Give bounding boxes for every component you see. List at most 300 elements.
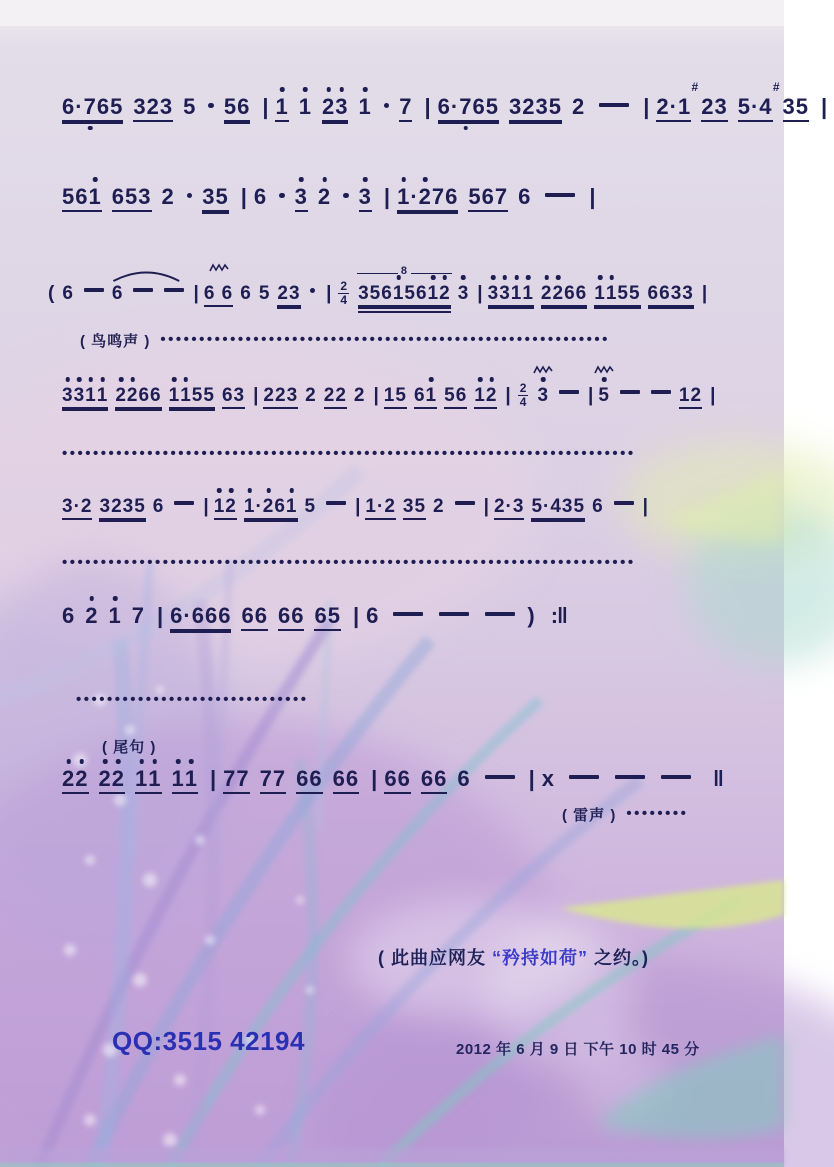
music-line — [62, 554, 636, 572]
octave-dot-above-icon — [598, 275, 603, 280]
octave-dot-above-icon — [363, 87, 368, 92]
jianpu-note-group — [537, 386, 549, 405]
section-label: ( 尾句 ) — [102, 739, 157, 756]
note-char: 5 — [258, 283, 271, 304]
octave-dot-above-icon — [526, 275, 531, 280]
note-char: 2 — [225, 497, 237, 516]
jianpu-note-group — [112, 284, 124, 303]
note-char: 2 — [353, 385, 366, 406]
note-char: 5 — [795, 94, 810, 119]
note-char: 2 — [161, 184, 175, 209]
note-char: 7 — [459, 96, 472, 118]
note-char: 3 — [782, 94, 796, 119]
jianpu-note-group — [278, 605, 305, 631]
augmentation-dot-icon — [187, 193, 193, 199]
note-char: 6 — [592, 496, 604, 517]
note-char: 1 — [358, 96, 371, 118]
jianpu-note-group — [135, 768, 162, 794]
duration-dash-icon — [133, 288, 153, 292]
jianpu-note-group — [414, 386, 437, 409]
note-char: 3 — [508, 94, 523, 119]
note-char: 2 — [277, 283, 289, 304]
dedication-note — [378, 944, 649, 970]
note-char: 6 — [191, 603, 205, 628]
barline: | — [477, 283, 483, 304]
note-char: 5 — [110, 94, 124, 119]
duration-dash-icon — [84, 288, 104, 292]
jianpu-note-group — [202, 186, 229, 212]
paren-text: ( — [48, 283, 55, 304]
jianpu-note-group — [518, 186, 531, 208]
note-char: 7 — [259, 766, 273, 791]
jianpu-note-group — [403, 497, 426, 520]
note-char: 6 — [170, 603, 184, 628]
note-char: 6 — [277, 603, 292, 628]
octave-dot-above-icon — [423, 177, 428, 182]
note-char: 5 — [327, 603, 341, 628]
note-char: 2 — [318, 186, 331, 208]
jianpu-note-group — [204, 284, 233, 307]
jianpu-note-group — [648, 284, 694, 307]
note-char: 3 — [286, 385, 299, 406]
duration-dash-icon — [661, 775, 691, 779]
note-char: 5 — [468, 184, 482, 209]
music-line — [102, 740, 166, 755]
dedication-prefix: ( 此曲应网友 — [378, 948, 486, 968]
jianpu-note-group — [488, 284, 534, 307]
barline: | — [588, 385, 594, 406]
music-line — [62, 768, 723, 794]
note-char: 1 — [172, 768, 185, 790]
barline: | — [483, 496, 489, 517]
note-char: 6 — [111, 283, 124, 304]
note-char: 6 — [437, 94, 451, 119]
duration-dash-icon — [599, 103, 629, 107]
barline: | — [821, 94, 828, 119]
jianpu-note-group — [109, 605, 122, 627]
music-line — [62, 445, 636, 463]
barline: | — [371, 766, 378, 791]
octave-dot-above-icon — [503, 275, 508, 280]
octave-dot-above-icon — [322, 177, 327, 182]
jianpu-note-group — [783, 96, 810, 122]
jianpu-note-group — [421, 768, 448, 794]
octave-dot-above-icon — [326, 87, 331, 92]
note-char: · — [750, 94, 760, 119]
music-line — [80, 331, 610, 350]
duration-dash-icon — [455, 501, 475, 505]
note-char: 6 — [332, 766, 346, 791]
note-char: 6 — [254, 603, 268, 628]
octave-dot-above-icon — [80, 759, 85, 764]
trill-icon — [533, 365, 553, 374]
note-char: 6 — [274, 496, 286, 517]
duration-dash-icon — [164, 288, 184, 292]
note-char: 6 — [518, 184, 532, 209]
jianpu-note-group — [333, 768, 360, 794]
note-char: 1 — [180, 386, 192, 405]
note-char: 6 — [75, 184, 89, 209]
jianpu-note-group — [295, 186, 308, 212]
jianpu-note-group — [572, 96, 585, 118]
octave-dot-above-icon — [461, 275, 466, 280]
note-char: 5 — [628, 283, 641, 304]
augmentation-dot-icon — [279, 193, 285, 199]
time-signature-denominator: 4 — [340, 293, 348, 308]
note-char: 5 — [125, 184, 139, 209]
note-char: 5 — [444, 385, 456, 406]
repeat-barline: :‖ — [550, 603, 567, 628]
music-line — [62, 497, 653, 520]
dedication-suffix: 之约。) — [594, 948, 650, 968]
note-char: 2 — [115, 386, 127, 405]
barline: | — [253, 385, 259, 406]
note-char: 2 — [322, 96, 335, 118]
jianpu-note-group — [305, 497, 317, 516]
note-char: 7 — [399, 94, 413, 119]
octave-dot-above-icon — [184, 377, 189, 382]
jianpu-note-group — [241, 605, 268, 631]
leader-dots: •••••••••••••••••••••••••••••••••••••••••••••••••••••••••••••••••••••••••• — [62, 445, 636, 462]
jianpu-note-group — [366, 605, 379, 627]
jianpu-note-group — [314, 605, 341, 631]
octave-dot-above-icon — [514, 275, 519, 280]
note-char: 7 — [84, 96, 97, 118]
jianpu-note-group — [296, 768, 323, 794]
note-char: 1 — [286, 497, 298, 516]
note-char: 2 — [571, 94, 586, 119]
jianpu-note-group — [397, 186, 458, 212]
barline: | — [589, 184, 596, 209]
jianpu-note-group — [62, 605, 75, 627]
note-char: 1 — [169, 386, 181, 405]
note-char: 1 — [109, 605, 122, 627]
note-char: 5 — [215, 184, 229, 209]
music-line — [76, 691, 309, 709]
music-line — [48, 265, 712, 316]
note-char: 1 — [299, 96, 312, 118]
duration-dash-icon — [651, 390, 671, 394]
jianpu-note-group — [169, 386, 215, 409]
jianpu-note-group — [244, 497, 298, 520]
note-char: 6 — [564, 283, 576, 304]
ottava-number: 8 — [400, 265, 408, 277]
octave-dot-above-icon — [289, 488, 294, 493]
octave-dot-above-icon — [139, 759, 144, 764]
octave-dot-above-icon — [66, 759, 71, 764]
qq-number: QQ:3515 42194 — [112, 1026, 305, 1056]
note-char: 2 — [701, 94, 715, 119]
note-char: 3 — [74, 386, 86, 405]
jianpu-note-group — [474, 386, 497, 409]
jianpu-note-group — [701, 96, 728, 122]
note-char: 3 — [62, 496, 74, 517]
barline: | — [240, 184, 247, 209]
barline: | — [424, 94, 431, 119]
jianpu-note-group — [737, 80, 781, 122]
jianpu-note-group — [62, 284, 74, 303]
note-char: 6 — [253, 184, 268, 209]
note-char: 3 — [358, 283, 370, 304]
note-char: 6 — [575, 283, 588, 304]
note-char: 6 — [481, 184, 495, 209]
note-char: 3 — [335, 96, 348, 118]
octave-dot-above-icon — [544, 275, 549, 280]
note-char: · — [450, 94, 460, 119]
octave-dot-above-icon — [100, 377, 105, 382]
jianpu-note-group — [133, 96, 173, 122]
jianpu-note-group — [132, 605, 145, 627]
barline: | — [505, 385, 511, 406]
note-char: 2 — [62, 768, 75, 790]
jianpu-note-group — [384, 386, 407, 409]
jianpu-note-group — [275, 96, 288, 122]
octave-dot-above-icon — [103, 759, 108, 764]
note-char: 3 — [122, 496, 135, 517]
dedication-friend-name: “矜持如荷” — [492, 948, 589, 968]
jianpu-note-group — [305, 386, 317, 405]
time-signature — [338, 280, 349, 307]
note-char: 3 — [535, 94, 549, 119]
date-stamp: 2012 年 6 月 9 日 下午 10 时 45 分 — [456, 1041, 700, 1058]
note-char: 6 — [659, 283, 671, 304]
note-char: 1 — [148, 768, 161, 790]
jianpu-note-group — [433, 497, 445, 516]
jianpu-note-group — [112, 186, 152, 212]
jianpu-note-group — [62, 186, 102, 212]
note-char: 2 — [335, 385, 347, 406]
note-char: 3 — [99, 496, 112, 517]
note-char: 6 — [221, 283, 234, 304]
jianpu-note-group — [468, 186, 508, 212]
barline: | — [262, 94, 269, 119]
duration-dash-icon — [559, 390, 579, 394]
note-char: 1 — [214, 497, 226, 516]
octave-dot-above-icon — [266, 488, 271, 493]
duration-dash-icon — [569, 775, 599, 779]
note-char: 6 — [150, 385, 162, 406]
note-char: 1 — [135, 768, 148, 790]
jianpu-note-group — [153, 497, 165, 516]
note-char: 5 — [531, 496, 544, 517]
jianpu-note-group — [358, 96, 371, 118]
note-char: 6 — [203, 283, 216, 304]
jianpu-note-group — [214, 497, 237, 520]
note-char: 7 — [131, 603, 145, 628]
duration-dash-icon — [439, 612, 469, 616]
barline: | — [326, 283, 332, 304]
duration-dash-icon — [174, 501, 194, 505]
note-char: 3 — [537, 386, 549, 405]
jianpu-note-group — [99, 497, 145, 520]
note-char: 5 — [304, 496, 317, 517]
music-line — [562, 805, 689, 824]
note-char: 2 — [522, 94, 536, 119]
note-char: 3 — [295, 186, 308, 208]
octave-dot-above-icon — [556, 275, 561, 280]
jianpu-note-group — [458, 284, 470, 303]
octave-dot-above-icon — [176, 759, 181, 764]
note-char: 2 — [493, 496, 506, 517]
note-char: 2 — [146, 94, 160, 119]
music-line — [62, 186, 603, 212]
note-char: 1 — [426, 386, 438, 405]
note-char: 3 — [670, 283, 683, 304]
note-char: 6 — [241, 603, 255, 628]
barline: | — [355, 496, 361, 517]
note-char: 5 — [737, 94, 751, 119]
note-char: 3 — [561, 496, 574, 517]
jianpu-note-group — [399, 96, 412, 122]
note-char: 6 — [420, 766, 435, 791]
octave-dot-above-icon — [541, 377, 546, 382]
music-line — [62, 605, 567, 631]
jianpu-note-group — [99, 768, 126, 794]
octave-dot-above-icon — [363, 177, 368, 182]
note-char: 5 — [191, 385, 204, 406]
octave-dot-above-icon — [66, 377, 71, 382]
jianpu-note-group — [115, 386, 161, 409]
note-char: 3 — [458, 284, 470, 303]
note-char: 5 — [183, 94, 197, 119]
octave-dot-above-icon — [116, 759, 121, 764]
note-char: 5 — [203, 385, 215, 406]
jianpu-note-group — [223, 768, 250, 794]
note-char: 1 — [428, 284, 440, 303]
note-char: 2 — [439, 284, 451, 303]
note-char: 2 — [541, 284, 553, 303]
note-char: 2 — [111, 496, 123, 517]
barline: | — [210, 766, 217, 791]
note-char: 3 — [512, 496, 525, 517]
note-char: 2 — [127, 386, 139, 405]
note-char: · — [669, 94, 678, 119]
note-char: 3 — [359, 186, 372, 208]
augmentation-dot-icon — [208, 103, 214, 109]
barline: | — [710, 385, 716, 406]
duration-dash-icon — [614, 501, 634, 505]
octave-dot-above-icon — [189, 759, 194, 764]
note-char: 7 — [272, 766, 287, 791]
octave-dot-above-icon — [90, 596, 95, 601]
note-char: 6 — [138, 385, 151, 406]
octave-dot-above-icon — [153, 759, 158, 764]
jianpu-note-group — [277, 284, 300, 307]
barline: | — [157, 603, 164, 628]
note-char: 2 — [305, 385, 317, 406]
note-char: 5 — [62, 184, 76, 209]
note-char: 2 — [275, 385, 287, 406]
jianpu-note-group — [254, 186, 267, 208]
jianpu-note-group — [365, 497, 395, 520]
note-char: 5 — [414, 496, 427, 517]
jianpu-note-group — [354, 386, 366, 405]
note-char: 6 — [204, 603, 219, 628]
jianpu-note-group — [438, 96, 499, 122]
jianpu-note-group — [62, 768, 89, 794]
jianpu-note-group — [62, 96, 123, 122]
note-char: 3 — [714, 94, 728, 119]
note-char: 6 — [314, 603, 328, 628]
note-char: 3 — [682, 283, 694, 304]
paren-text: ) — [527, 603, 535, 628]
augmentation-dot-icon — [384, 103, 390, 109]
trill-icon — [209, 263, 229, 272]
note-char: 3 — [288, 283, 301, 304]
note-char: 6 — [62, 283, 74, 304]
jianpu-note-group — [594, 284, 640, 307]
note-char: 7 — [431, 184, 446, 209]
note-char: 3 — [138, 184, 152, 209]
note-char: 6 — [455, 385, 468, 406]
octave-dot-above-icon — [489, 377, 494, 382]
time-signature — [518, 382, 529, 409]
note-char: 1 — [594, 284, 606, 303]
duration-dash-icon — [615, 775, 645, 779]
jianpu-note-group — [259, 284, 271, 303]
octave-dot-above-icon — [113, 596, 118, 601]
note-char: 1 — [393, 284, 405, 303]
octave-dot-above-icon — [229, 488, 234, 493]
note-char: 6 — [434, 766, 448, 791]
note-char: 4 # — [759, 80, 781, 119]
note-char: 3 — [62, 386, 74, 405]
note-char: 6 — [445, 184, 459, 209]
barline: | — [528, 766, 535, 791]
octave-dot-above-icon — [602, 377, 607, 382]
jianpu-note-group — [359, 186, 372, 212]
octave-dot-above-icon — [172, 377, 177, 382]
note-char: 5 — [134, 496, 146, 517]
note-char: · — [183, 603, 192, 628]
note-char: · — [376, 496, 385, 517]
section-label: ( 雷声 ) — [562, 807, 617, 824]
barline: | — [193, 283, 199, 304]
barline: | — [701, 283, 708, 304]
barline: | — [642, 496, 648, 517]
note-char: 2 — [553, 284, 565, 303]
jianpu-note-group — [263, 386, 298, 409]
time-signature-numerator: 2 — [519, 381, 527, 395]
leader-dots: •••••••••••••••••••••••••••••• — [76, 691, 309, 708]
note-char: 6 — [366, 603, 380, 628]
time-signature-denominator: 4 — [519, 395, 527, 410]
note-char: 6 — [96, 94, 111, 119]
note-char: 1 — [397, 186, 410, 208]
jianpu-note-group — [62, 497, 92, 520]
note-char: 2 — [80, 496, 93, 517]
octave-dot-above-icon — [429, 377, 434, 382]
note-char: 6 — [457, 766, 471, 791]
octave-dot-above-icon — [478, 377, 483, 382]
note-char: 6 — [237, 94, 251, 119]
note-char: 3 — [202, 184, 216, 209]
duration-dash-icon — [485, 775, 515, 779]
note-char: 7 — [236, 766, 250, 791]
note-char: 6 — [381, 283, 393, 304]
jianpu-note-group — [358, 265, 451, 307]
note-char: 6 — [296, 766, 310, 791]
duration-dash-icon — [326, 501, 346, 505]
jianpu-note-group — [531, 497, 585, 520]
sharp-icon: # — [772, 80, 781, 94]
note-char: 2 — [384, 496, 396, 517]
jianpu-note-group — [62, 386, 108, 409]
leader-dots: •••••••• — [626, 805, 689, 822]
barline: | — [203, 496, 209, 517]
note-char: · — [543, 496, 551, 517]
jianpu-note-group — [509, 96, 562, 122]
